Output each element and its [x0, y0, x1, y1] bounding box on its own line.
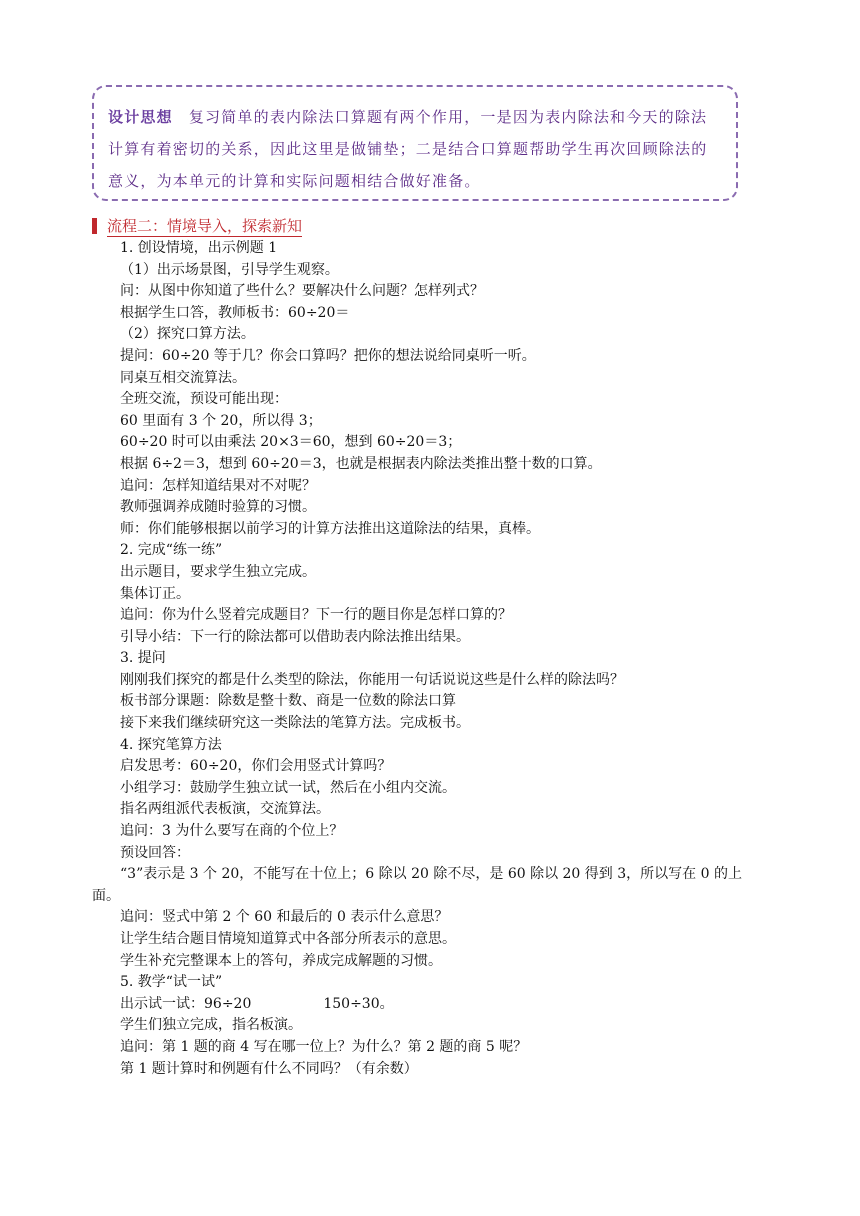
- paragraph-wrapped: “3”表示是 3 个 20，不能写在十位上；6 除以 20 除不尽，是 60 除以 20 得到 3，所以写在 0 的上面。: [92, 866, 742, 904]
- paragraph-line: 60÷20 时可以由乘法 20×3＝60，想到 60÷20＝3；: [120, 434, 462, 451]
- paragraph-line: 追问：3 为什么要写在商的个位上？: [120, 823, 344, 840]
- step-heading: 5. 教学“试一试”: [120, 974, 223, 991]
- paragraph-line: 追问：竖式中第 2 个 60 和最后的 0 表示什么意思？: [120, 909, 449, 926]
- paragraph-line: 第 1 题计算时和例题有什么不同吗？（有余数）: [120, 1060, 418, 1077]
- paragraph-line: 学生补充完整课本上的答句，养成完成解题的习惯。: [120, 952, 442, 969]
- section-heading-text: 流程二：情境导入，探索新知: [107, 216, 303, 235]
- design-thinking-box: [92, 85, 738, 201]
- paragraph-line: 教师强调养成随时验算的习惯。: [120, 499, 316, 516]
- paragraph-line: 追问：怎样知道结果对不对呢？: [120, 477, 316, 494]
- paragraph-line: 学生们独立完成，指名板演。: [120, 1017, 302, 1034]
- paragraph-line: 引导小结：下一行的除法都可以借助表内除法推出结果。: [120, 628, 470, 645]
- section-heading: [92, 216, 302, 236]
- step-heading: 3. 提问: [120, 650, 166, 667]
- paragraph-line: （1）出示场景图，引导学生观察。: [120, 261, 339, 278]
- paragraph-line: 提问：60÷20 等于几？你会口算吗？把你的想法说给同桌听一听。: [120, 347, 536, 364]
- paragraph-line: （2）探究口算方法。: [120, 326, 255, 343]
- paragraph-line: 出示题目，要求学生独立完成。: [120, 563, 316, 580]
- paragraph-line: 根据 6÷2＝3，想到 60÷20＝3，也就是根据表内除法类推出整十数的口算。: [120, 455, 602, 472]
- design-thinking-label: 设计思想: [108, 108, 173, 126]
- step-heading: 2. 完成“练一练”: [120, 542, 223, 559]
- paragraph-line: 启发思考：60÷20，你们会用竖式计算吗？: [120, 758, 392, 775]
- step-heading: 1. 创设情境，出示例题 1: [120, 240, 278, 256]
- paragraph-line: 追问：第 1 题的商 4 写在哪一位上？为什么？第 2 题的商 5 呢？: [120, 1038, 528, 1055]
- paragraph-line: 让学生结合题目情境知道算式中各部分所表示的意思。: [120, 931, 456, 947]
- paragraph-line: 板书部分课题：除数是整十数、商是一位数的除法口算: [120, 693, 456, 710]
- paragraph-line: 师：你们能够根据以前学习的计算方法推出这道除法的结果，真棒。: [120, 520, 540, 537]
- paragraph-line: 小组学习：鼓励学生独立试一试，然后在小组内交流。: [120, 779, 456, 796]
- heading-marker-bar: [92, 218, 97, 234]
- paragraph-line: 追问：你为什么竖着完成题目？下一行的题目你是怎样口算的？: [120, 607, 512, 624]
- paragraph-line: 全班交流，预设可能出现：: [120, 391, 288, 408]
- step-heading: 4. 探究笔算方法: [120, 736, 222, 753]
- paragraph-line: 根据学生口答，教师板书：60÷20＝: [120, 304, 350, 321]
- paragraph-line: 问：从图中你知道了些什么？要解决什么问题？怎样列式？: [120, 283, 484, 300]
- paragraph-line: 集体订正。: [120, 585, 190, 602]
- paragraph-line: 刚刚我们探究的都是什么类型的除法，你能用一句话说说这些是什么样的除法吗？: [120, 671, 624, 688]
- paragraph-line: 同桌互相交流算法。: [120, 369, 246, 386]
- exercise-2: 150÷30。: [323, 995, 394, 1012]
- design-thinking-text: 复习简单的表内除法口算题有两个作用，一是因为表内除法和今天的除法计算有着密切的关系，因此这里是做铺垫；二是结合口算题帮助学生再次回顾除法的意义，为本单元的计算和实际问题相结合做好准备。: [108, 108, 708, 190]
- lesson-body: [92, 238, 752, 1080]
- exercise-1: 出示试一试：96÷20: [120, 995, 252, 1012]
- paragraph-line: 60 里面有 3 个 20，所以得 3；: [120, 412, 322, 429]
- paragraph-line: 预设回答：: [120, 844, 190, 861]
- paragraph-line: 指名两组派代表板演，交流算法。: [120, 801, 330, 818]
- paragraph-line: 接下来我们继续研究这一类除法的笔算方法。完成板书。: [120, 715, 470, 732]
- paragraph-line-with-exercises: [92, 994, 752, 1016]
